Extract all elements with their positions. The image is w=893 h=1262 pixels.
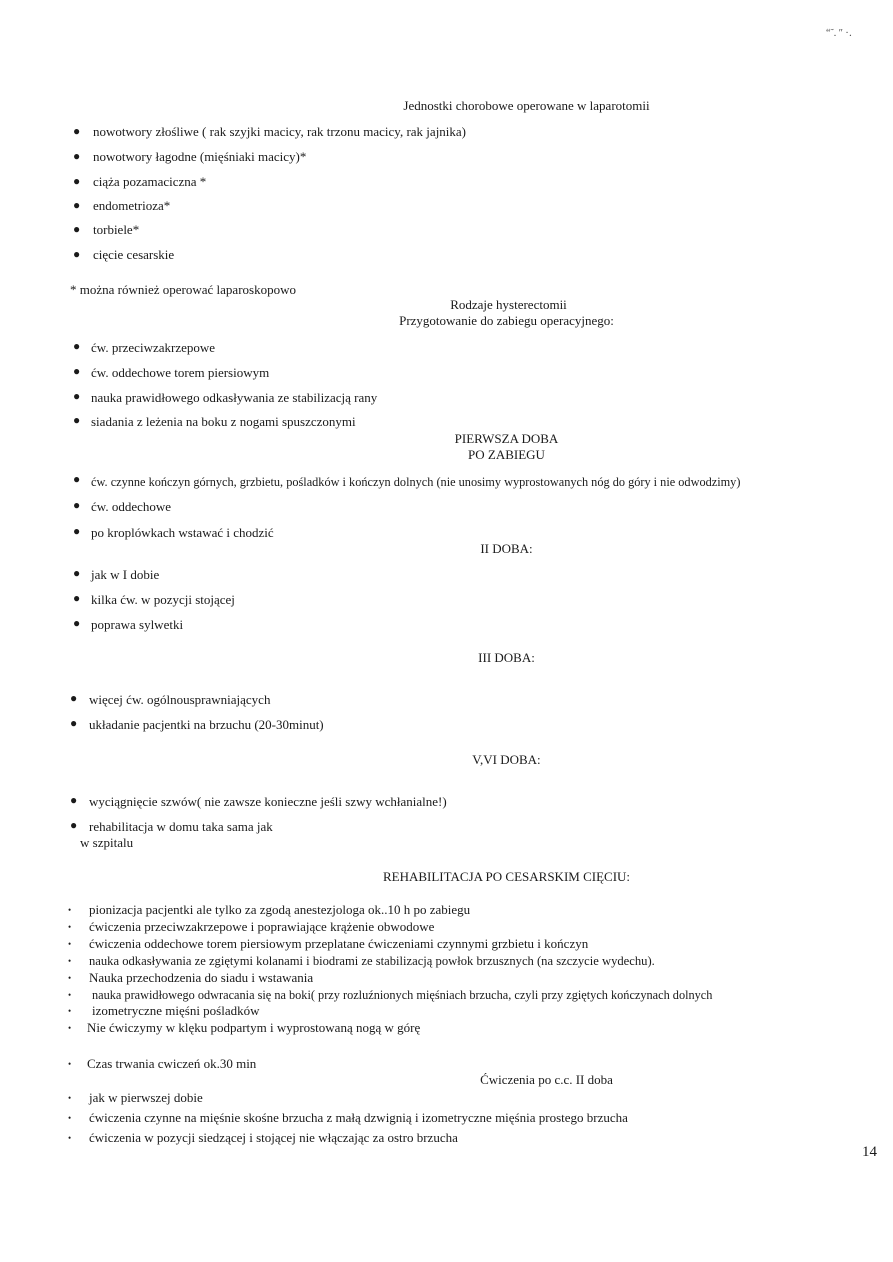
bullet-icon: • xyxy=(68,922,72,932)
bullet-icon: ● xyxy=(73,389,81,403)
list-item: Nie ćwiczymy w klęku podpartym i wyprostowaną nogą w górę xyxy=(87,1020,421,1035)
day1-title-line2: PO ZABIEGU xyxy=(468,447,545,462)
list-item: nowotwory złośliwe ( rak szyjki macicy, rak trzonu macicy, rak jajnika) xyxy=(93,124,467,139)
list-item: rehabilitacja w domu taka sama jak xyxy=(89,819,273,834)
list-item: ćw. oddechowe xyxy=(91,499,172,514)
bullet-icon: ● xyxy=(73,174,81,188)
list-item: pionizacja pacjentki ale tylko za zgodą anestezjologa ok..10 h po zabiegu xyxy=(89,902,471,917)
list-item: ćwiczenia przeciwzakrzepowe i poprawiające krążenie obwodowe xyxy=(89,919,435,934)
list-item: Nauka przechodzenia do siadu i wstawania xyxy=(89,970,314,985)
list-item: ćw. czynne kończyn górnych, grzbietu, pośladków i kończyn dolnych (nie unosimy wyprostowanych nóg do góry i nie odwodzimy) xyxy=(91,475,741,489)
list-item: Czas trwania cwiczeń ok.30 min xyxy=(87,1056,257,1071)
cesarean-title: REHABILITACJA PO CESARSKIM CIĘCIU: xyxy=(382,869,631,884)
bullet-icon: • xyxy=(68,990,72,1000)
bullet-icon: • xyxy=(68,973,72,983)
bullet-icon: ● xyxy=(73,616,81,630)
list-item: izometryczne mięśni pośladków xyxy=(92,1003,260,1018)
bullet-icon: ● xyxy=(73,339,81,353)
day3-title: III DOBA: xyxy=(478,650,535,665)
bullet-icon: • xyxy=(68,1113,72,1123)
bullet-icon: ● xyxy=(73,472,81,486)
day56-title: V,VI DOBA: xyxy=(472,752,541,767)
cesarean-day2-title: Ćwiczenia po c.c. II doba xyxy=(480,1072,613,1087)
list-item: nauka prawidłowego odwracania się na boki( przy rozluźnionych mięśniach brzucha, czyli przy zgiętych kończynach dolnych xyxy=(92,988,713,1002)
section1-footnote: * można również operować laparoskopowo xyxy=(70,282,296,297)
list-item: ćw. oddechowe torem piersiowym xyxy=(91,365,270,380)
list-item: po kroplówkach wstawać i chodzić xyxy=(91,525,274,540)
bullet-icon: ● xyxy=(73,247,81,261)
page-number: 14 xyxy=(862,1144,877,1160)
bullet-icon: ● xyxy=(73,566,81,580)
list-item: ćwiczenia w pozycji siedzącej i stojącej nie włączając za ostro brzucha xyxy=(89,1130,458,1145)
list-item: jak w pierwszej dobie xyxy=(89,1090,203,1105)
bullet-icon: ● xyxy=(70,818,78,832)
bullet-icon: ● xyxy=(73,124,81,138)
bullet-icon: ● xyxy=(73,364,81,378)
list-item: wyciągnięcie szwów( nie zawsze konieczne jeśli szwy wchłanialne!) xyxy=(89,794,447,809)
section2-title-line1: Rodzaje hysterectomii xyxy=(450,297,567,312)
bullet-icon: ● xyxy=(70,691,78,705)
section1-title: Jednostki chorobowe operowane w laparotomii xyxy=(403,98,650,113)
list-item: nowotwory łagodne (mięśniaki macicy)* xyxy=(93,149,307,164)
list-item: endometrioza* xyxy=(93,198,171,213)
list-item: torbiele* xyxy=(93,222,140,237)
list-item: ćwiczenia czynne na mięśnie skośne brzucha z małą dzwignią i izometryczne mięśnia prostego brzucha xyxy=(89,1110,628,1125)
list-item: więcej ćw. ogólnousprawniających xyxy=(89,692,271,707)
list-item: nauka odkasływania ze zgiętymi kolanami i biodrami ze stabilizacją powłok brzusznych (na szczycie wydechu). xyxy=(89,954,655,968)
day2-title: II DOBA: xyxy=(480,541,533,556)
bullet-icon: • xyxy=(68,1006,72,1016)
list-item: poprawa sylwetki xyxy=(91,617,184,632)
section2-title-line2: Przygotowanie do zabiegu operacyjnego: xyxy=(399,313,614,328)
list-item: nauka prawidłowego odkasływania ze stabilizacją rany xyxy=(91,390,378,405)
list-item: cięcie cesarskie xyxy=(93,247,175,262)
list-item: kilka ćw. w pozycji stojącej xyxy=(91,592,235,607)
bullet-icon: ● xyxy=(73,591,81,605)
bullet-icon: • xyxy=(68,1093,72,1103)
bullet-icon: ● xyxy=(73,413,81,427)
bullet-icon: ● xyxy=(73,149,81,163)
list-item: jak w I dobie xyxy=(91,567,160,582)
bullet-icon: • xyxy=(68,1133,72,1143)
bullet-icon: ● xyxy=(73,222,81,236)
list-item-continuation: w szpitalu xyxy=(80,835,134,850)
list-item: ćw. przeciwzakrzepowe xyxy=(91,340,216,355)
bullet-icon: • xyxy=(68,905,72,915)
list-item: ciąża pozamaciczna * xyxy=(93,174,207,189)
bullet-icon: ● xyxy=(73,498,81,512)
bullet-icon: ● xyxy=(70,716,78,730)
scan-marks: “˜. ″ ·․ xyxy=(826,28,853,39)
bullet-icon: • xyxy=(68,939,72,949)
day1-title-line1: PIERWSZA DOBA xyxy=(454,431,559,446)
bullet-icon: • xyxy=(68,1023,72,1033)
list-item: siadania z leżenia na boku z nogami spuszczonymi xyxy=(91,414,356,429)
bullet-icon: • xyxy=(68,956,72,966)
bullet-icon: ● xyxy=(73,198,81,212)
list-item: układanie pacjentki na brzuchu (20-30minut) xyxy=(89,717,324,732)
bullet-icon: ● xyxy=(70,793,78,807)
list-item: ćwiczenia oddechowe torem piersiowym przeplatane ćwiczeniami czynnymi grzbietu i kończyn xyxy=(89,936,589,951)
bullet-icon: • xyxy=(68,1059,72,1069)
bullet-icon: ● xyxy=(73,524,81,538)
